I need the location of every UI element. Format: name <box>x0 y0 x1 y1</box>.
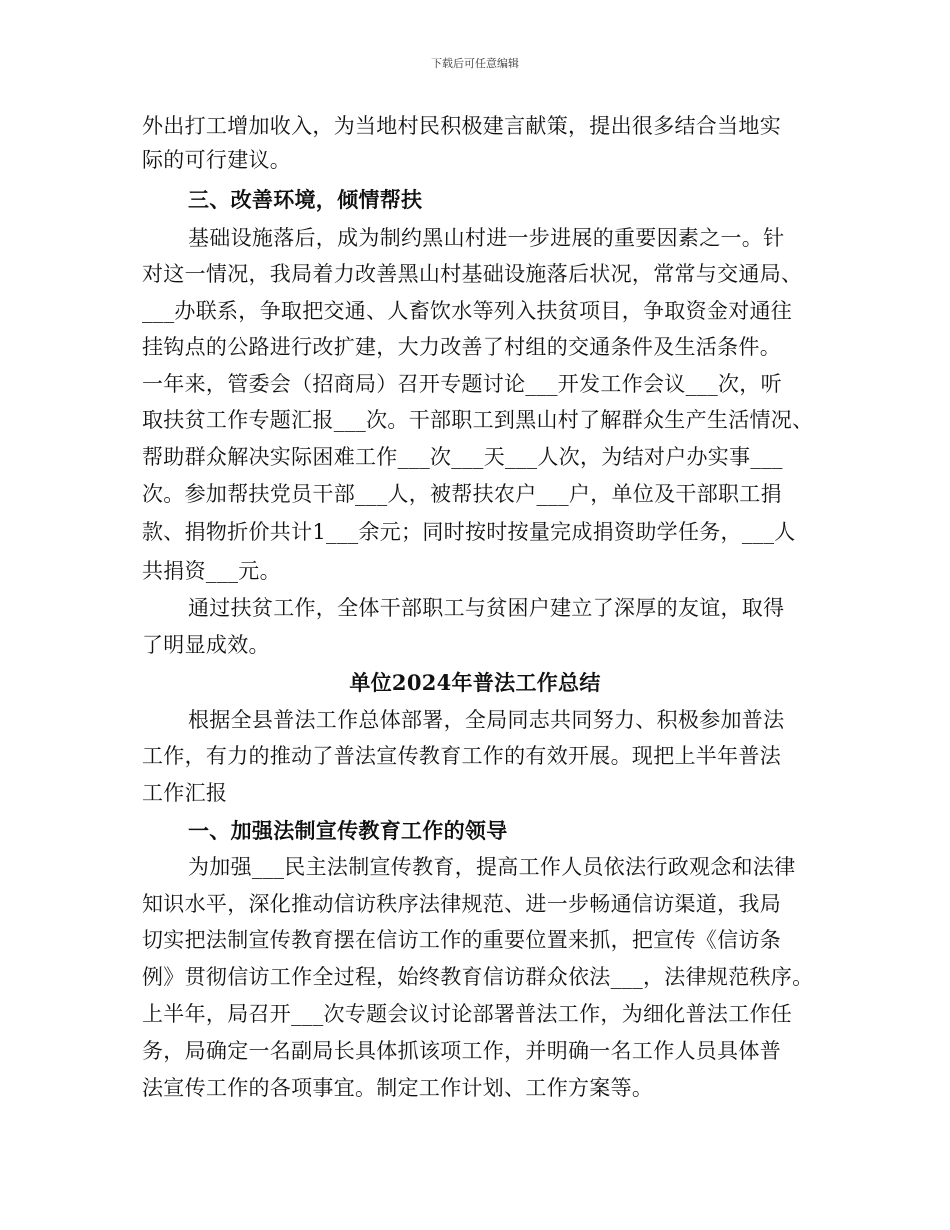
text-line: ___办联系，争取把交通、人畜饮水等列入扶贫项目，争取资金对通往 <box>142 299 793 323</box>
text-line: 对这一情况，我局着力改善黑山村基础设施落后状况，常常与交通局、 <box>142 262 803 286</box>
text-line: 例》贯彻信访工作全过程，始终教育信访群众依法___，法律规范秩序。 <box>142 965 814 989</box>
text-line: 取扶贫工作专题汇报___次。干部职工到黑山村了解群众生产生活情况、 <box>142 408 814 432</box>
text-line: 际的可行建议。 <box>142 148 292 172</box>
text-line: 次。参加帮扶党员干部___人，被帮扶农户___户，单位及干部职工捐 <box>142 482 782 506</box>
text-line: 外出打工增加收入，为当地村民积极建言献策，提出很多结合当地实 <box>142 114 781 138</box>
text-line: 基础设施落后，成为制约黑山村进一步进展的重要因素之一。针 <box>188 226 785 250</box>
text-line: 为加强___民主法制宣传教育，提高工作人员依法行政观念和法律 <box>188 855 796 879</box>
section-heading: 三、改善环境，倾情帮扶 <box>188 187 423 212</box>
section-heading: 一、加强法制宣传教育工作的领导 <box>188 818 508 843</box>
text-line: 务，局确定一名副局长具体抓该项工作，并明确一名工作人员具体普 <box>142 1039 781 1063</box>
text-line: 共捐资___元。 <box>142 559 281 583</box>
text-line: 切实把法制宣传教育摆在信访工作的重要位置来抓，把宣传《信访条 <box>142 928 781 952</box>
page-header: 下载后可任意编辑 <box>431 57 519 70</box>
text-line: 工作汇报 <box>142 781 228 805</box>
text-line: 根据全县普法工作总体部署，全局同志共同努力、积极参加普法 <box>188 708 785 732</box>
text-line: 通过扶贫工作，全体干部职工与贫困户建立了深厚的友谊，取得 <box>188 596 785 620</box>
text-line: 法宣传工作的各项事宜。制定工作计划、工作方案等。 <box>142 1076 654 1100</box>
text-line: 了明显成效。 <box>142 633 270 657</box>
text-line: 一年来，管委会（招商局）召开专题讨论___开发工作会议___次，听 <box>142 372 782 396</box>
text-line: 工作，有力的推动了普法宣传教育工作的有效开展。现把上半年普法 <box>142 744 781 768</box>
text-line: 款、捐物折价共计1___余元；同时按时按量完成捐资助学任务，___人 <box>142 520 796 544</box>
document-title: 单位2024年普法工作总结 <box>349 670 601 695</box>
text-line: 挂钩点的公路进行改扩建，大力改善了村组的交通条件及生活条件。 <box>142 335 781 359</box>
text-line: 上半年，局召开___次专题会议讨论部署普法工作，为细化普法工作任 <box>142 1002 793 1026</box>
text-line: 知识水平，深化推动信访秩序法律规范、进一步畅通信访渠道，我局 <box>142 892 781 916</box>
text-line: 帮助群众解决实际困难工作___次___天___人次，为结对户办实事___ <box>142 445 783 469</box>
